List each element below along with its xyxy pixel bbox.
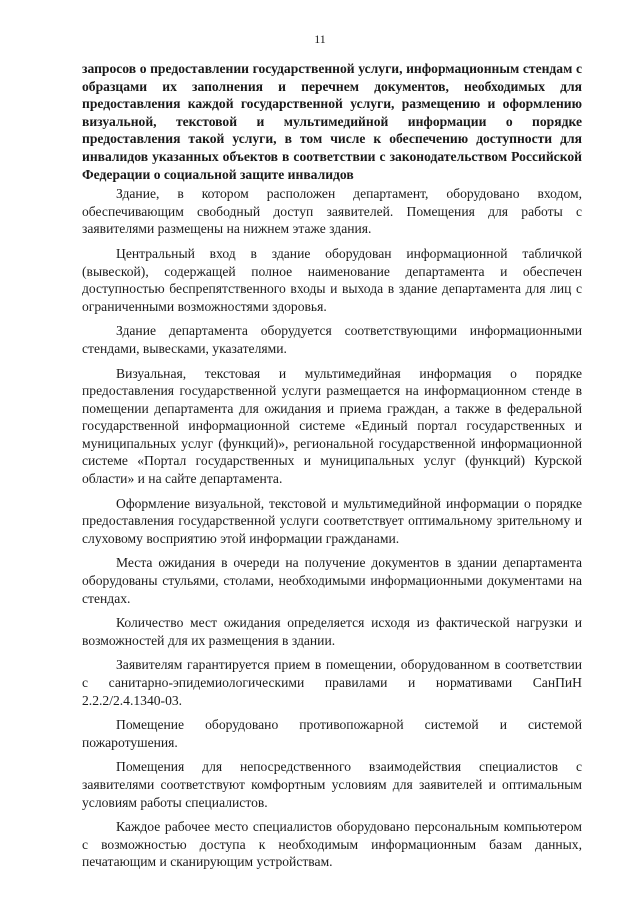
paragraph-visual-info: Визуальная, текстовая и мультимедийная информация о порядке предоставления государственной услуги размещается на информационном стенде в помещении департамента для ожидания и приема граждан, а также в федеральной государственной информационной системе «Единый портал государственных и муниципальных услуг (функций)», региональной государственной информационной системе «Портал государственных и муниципальных услуг (функций) Курской области» и на сайте департамента. [82,365,582,487]
paragraph-stands: Здание департамента оборудуется соответствующими информационными стендами, вывесками, указателями. [82,323,582,356]
page-number: 11 [314,32,326,46]
paragraph-central-entrance: Центральный вход в здание оборудован информационной табличкой (вывеской), содержащей полное наименование департамента и обеспечен доступностью беспрепятственного входы и выхода в здание департамента для лиц с ограниченными возможностями здоровья. [82,245,582,314]
paragraph-workplace: Каждое рабочее место специалистов оборудовано персональным компьютером с возможностью доступа к необходимым информационным базам данных, печатающим и сканирующим устройствам. [82,819,582,870]
paragraph-interaction-rooms: Помещения для непосредственного взаимодействия специалистов с заявителями соответствуют комфортным условиям для заявителей и оптимальным условиям работы специалистов. [82,759,582,810]
section-heading: запросов о предоставлении государственной услуги, информационным стендам с образцами их заполнения и перечнем документов, необходимых для предоставления каждой государственной услуги, размещению и оформлению визуальной, текстовой и мультимедийной информации о порядке предоставления такой услуги, в том числе к обеспечению доступности для инвалидов указанных объектов в соответствии с законодательством Российской Федерации о социальной защите инвалидов [82,61,582,182]
paragraph-sanitary: Заявителям гарантируется прием в помещении, оборудованном в соответствии с санитарно-эпидемиологическими правилами и нормативами СанПиН 2.2.2/2.4.1340-03. [82,657,582,708]
document-body [82,60,582,878]
paragraph-waiting-count: Количество мест ожидания определяется исходя из фактической нагрузки и возможностей для их размещения в здании. [82,615,582,648]
paragraph-fire-safety: Помещение оборудовано противопожарной системой и системой пожаротушения. [82,717,582,750]
paragraph-info-design: Оформление визуальной, текстовой и мультимедийной информации о порядке предоставления государственной услуги соответствует оптимальному зрительному и слуховому восприятию этой информации гражданами. [82,495,582,546]
paragraph-entrance: Здание, в котором расположен департамент, оборудовано входом, обеспечивающим свободный доступ заявителей. Помещения для работы с заявителями размещены на нижнем этаже здания. [82,186,582,237]
paragraph-waiting-places: Места ожидания в очереди на получение документов в здании департамента оборудованы стульями, столами, необходимыми информационными документами на стендах. [82,555,582,606]
